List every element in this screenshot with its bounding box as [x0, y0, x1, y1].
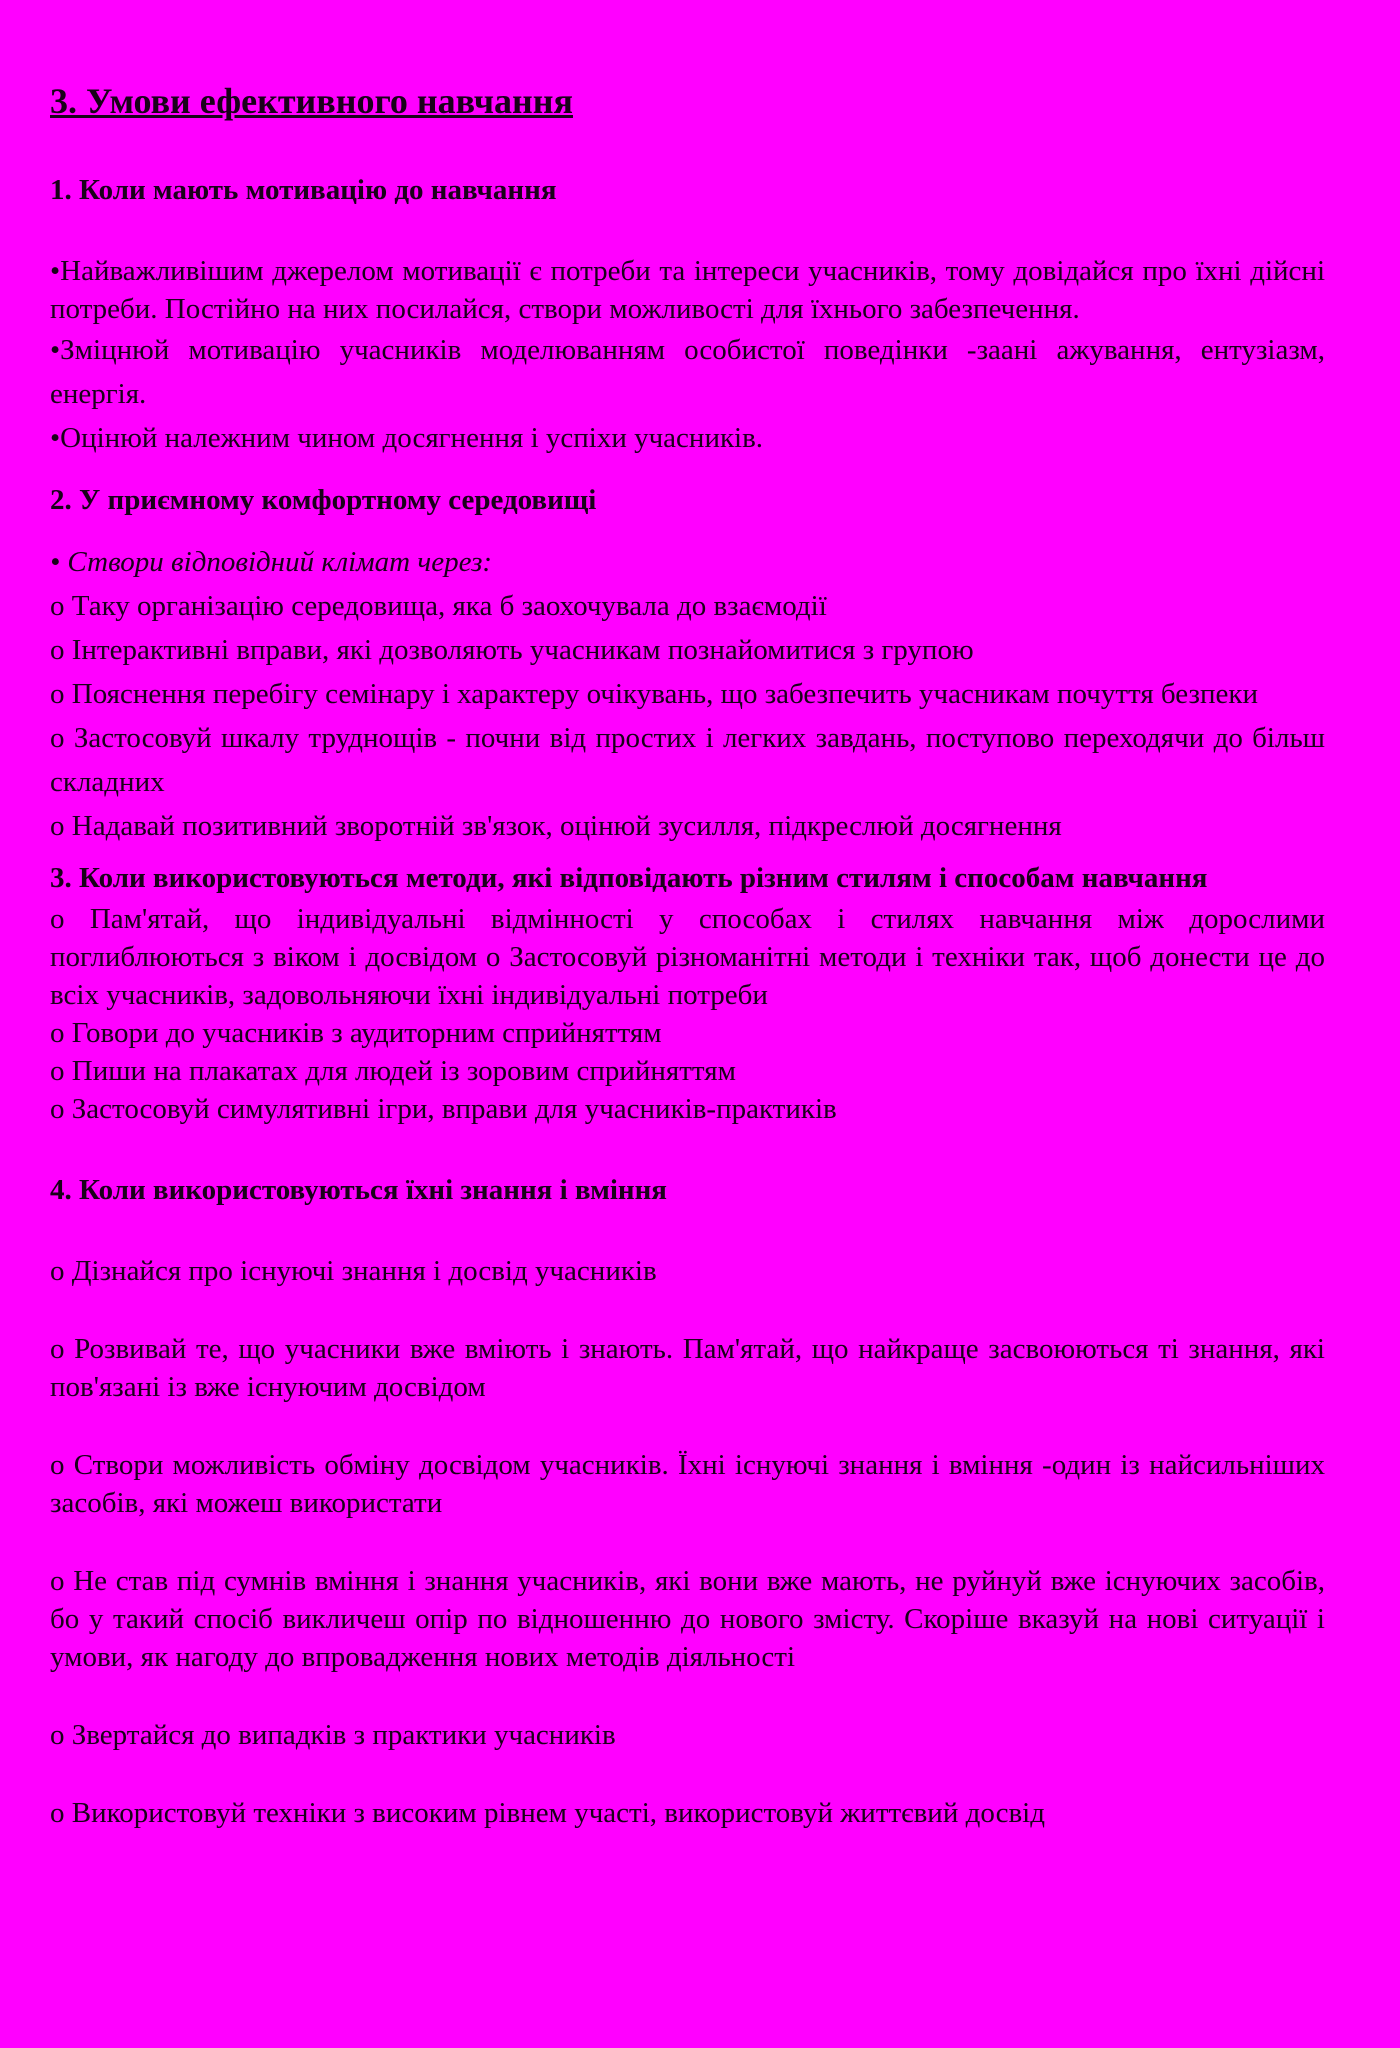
list-item: o Пам'ятай, що індивідуальні відмінності у способах і стилях навчання між дорослими поглиблюються з віком і досвідом o Застосовуй різноманітні методи і техніки так, щоб донести це до всіх учасників, задовольняючи їхні індивідуальні потреби: [50, 903, 1325, 1011]
list-item: o Застосовуй симулятивні ігри, вправи для учасників-практиків: [50, 1093, 837, 1125]
section-existing-knowledge: [50, 1168, 1325, 1832]
list-item: o Звертайся до випадків з практики учасників: [50, 1719, 616, 1751]
bullet-item: •Найважливішим джерелом мотивації є потреби та інтереси учасників, тому довідайся про їхні дійсні потреби. Постійно на них посилайся, створи можливості для їхнього забезпечення.: [50, 255, 1325, 325]
list-item: o Надавай позитивний зворотній зв'язок, оцінюй зусилля, підкреслюй досягнення: [50, 810, 1062, 842]
section-intro: • Створи відповідний клімат через:: [50, 546, 493, 578]
list-item: o Інтерактивні вправи, які дозволяють учасникам познайомитися з групою: [50, 634, 974, 666]
list-item: o Використовуй техніки з високим рівнем участі, використовуй життєвий досвід: [50, 1797, 1045, 1829]
list-item: o Пиши на плакатах для людей із зоровим сприйняттям: [50, 1055, 736, 1087]
list-item: o Створи можливість обміну досвідом учасників. Їхні існуючі знання і вміння -один із найсильніших засобів, які можеш використати: [50, 1449, 1325, 1519]
list-item: o Розвивай те, що учасники вже вміють і знають. Пам'ятай, що найкраще засвоюються ті знання, які пов'язані із вже існуючим досвідом: [50, 1333, 1325, 1403]
section-heading: 3. Коли використовуються методи, які відповідають різним стилям і способам навчання: [50, 862, 1208, 894]
bullet-item: •Оцінюй належним чином досягнення і успіхи учасників.: [50, 422, 764, 454]
list-item: o Говори до учасників з аудиторним сприйняттям: [50, 1017, 662, 1049]
bullet-item: •Зміцнюй мотивацію учасників моделюванням особистої поведінки -заані ажування, ентузіазм, енергія.: [50, 334, 1325, 410]
list-item: o Застосовуй шкалу труднощів - почни від простих і легких завдань, поступово переходячи до більш складних: [50, 722, 1325, 798]
list-item: o Пояснення перебігу семінару і характеру очікувань, що забезпечить учасникам почуття безпеки: [50, 678, 1258, 710]
list-item: o Не став під сумнів вміння і знання учасників, які вони вже мають, не руйнуй вже існуючих засобів, бо у такий спосіб викличеш опір по відношенню до нового змісту. Скоріше вказуй на нові ситуації і умови, як нагоду до впровадження нових методів діяльності: [50, 1565, 1325, 1673]
document-title: 3. Умови ефективного навчання: [50, 81, 573, 121]
section-heading: 4. Коли використовуються їхні знання і вміння: [50, 1174, 668, 1206]
section-learning-styles: [50, 856, 1325, 1128]
list-item: o Дізнайся про існуючі знання і досвід учасників: [50, 1255, 657, 1287]
section-heading: 1. Коли мають мотивацію до навчання: [50, 174, 557, 206]
section-motivation: [50, 168, 1325, 460]
section-comfortable-environment: [50, 478, 1325, 848]
list-item: o Таку організацію середовища, яка б заохочувала до взаємодії: [50, 590, 827, 622]
section-heading: 2. У приємному комфортному середовищі: [50, 484, 597, 516]
